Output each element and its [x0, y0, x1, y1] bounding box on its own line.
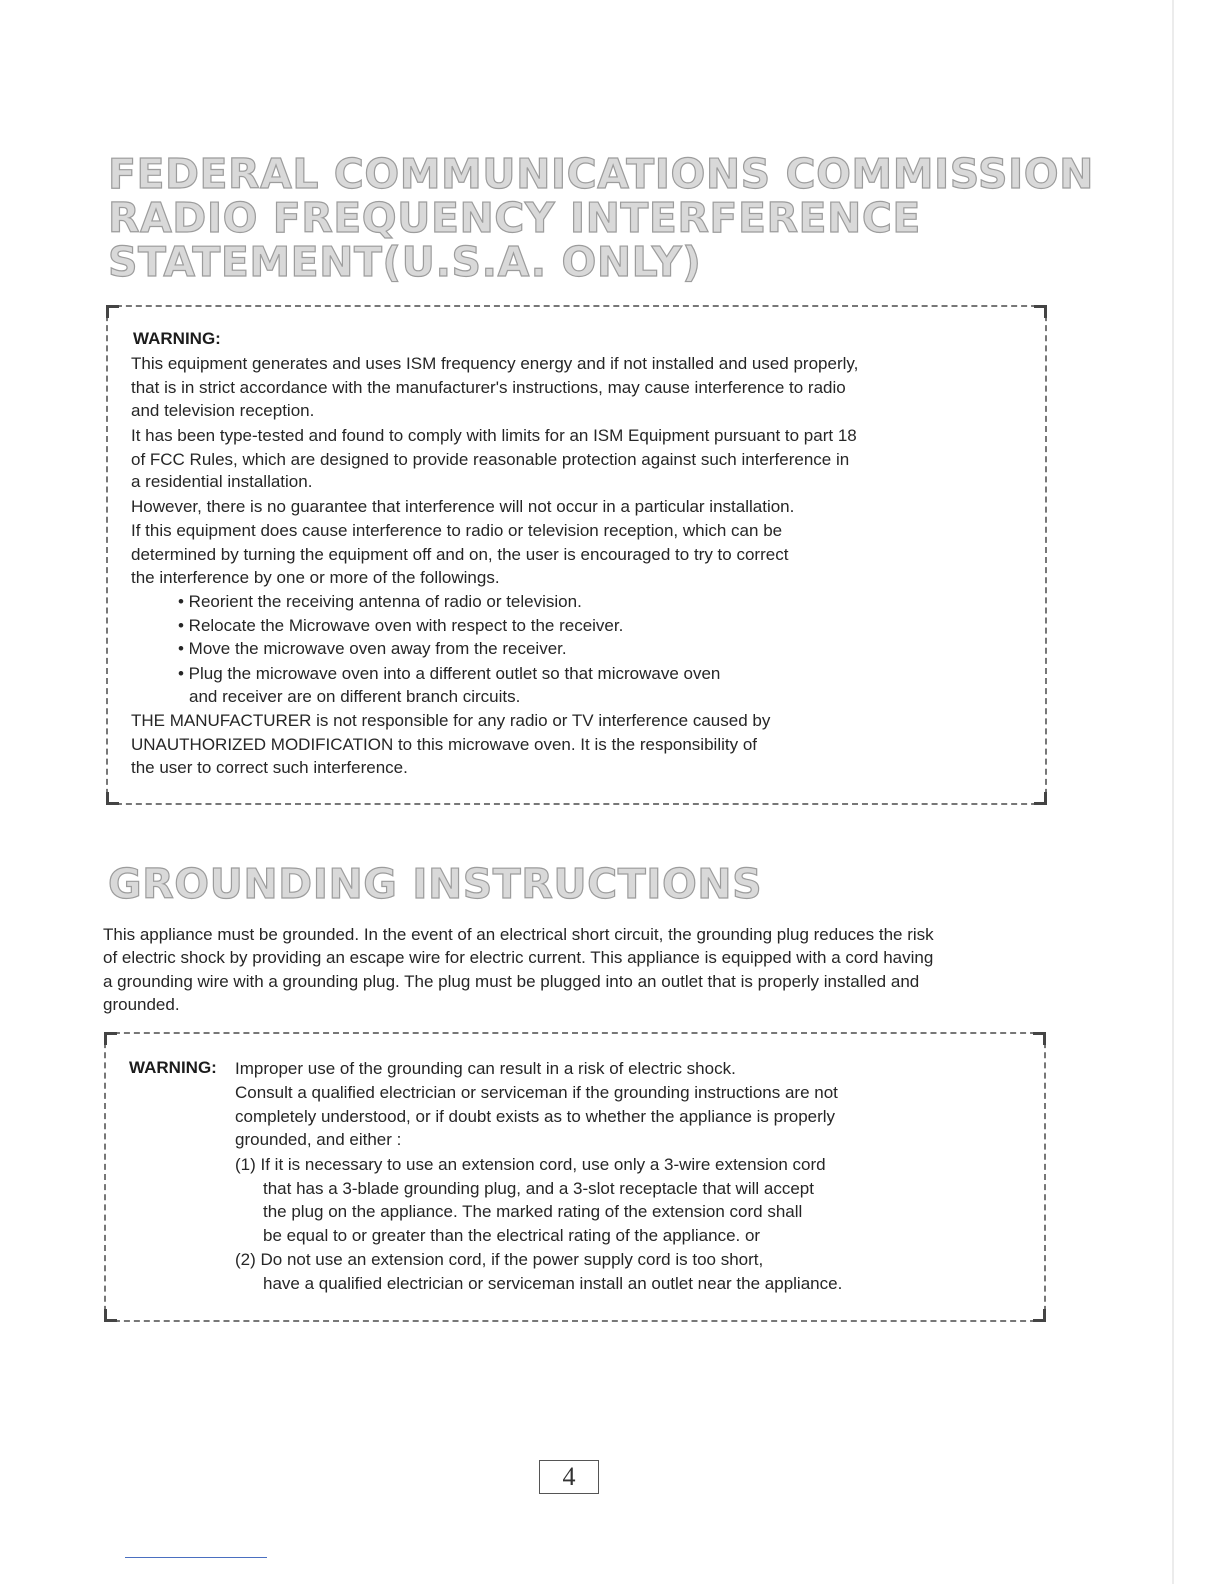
fcc-line: This equipment generates and uses ISM frequency energy and if not installed and used properly, — [131, 354, 859, 373]
fcc-line: If this equipment does cause interference to radio or television reception, which can be — [131, 521, 783, 540]
fcc-bullet: • Move the microwave oven away from the receiver. — [178, 639, 567, 658]
grounding-warning-line: Improper use of the grounding can result in a risk of electric shock. — [235, 1059, 736, 1078]
grounding-warning-line: (1) If it is necessary to use an extension cord, use only a 3-wire extension cord — [235, 1155, 826, 1174]
fcc-title-line-3: STATEMENT(U.S.A. ONLY) — [108, 238, 702, 286]
grounding-paragraph: This appliance must be grounded. In the event of an electrical short circuit, the grounding plug reduces the risk of electric shock by providing an escape wire for electric current. This appliance is equipped with a cord having a grounding wire with a grounding plug. The plug must be plugged into an outlet that is properly installed and grounded. — [103, 925, 934, 1014]
grounding-warning-label: WARNING: — [129, 1058, 217, 1077]
fcc-bullet: • Relocate the Microwave oven with respect to the receiver. — [178, 616, 624, 635]
grounding-warning-line: be equal to or greater than the electrical rating of the appliance. or — [263, 1226, 761, 1245]
grounding-warning-line: the plug on the appliance. The marked rating of the extension cord shall — [263, 1202, 803, 1221]
grounding-warning-line: (2) Do not use an extension cord, if the power supply cord is too short, — [235, 1250, 764, 1269]
grounding-warning-line: that has a 3-blade grounding plug, and a 3-slot receptacle that will accept — [263, 1179, 814, 1198]
grounding-warning-line: completely understood, or if doubt exists as to whether the appliance is properly — [235, 1107, 836, 1126]
fcc-closing-line: the user to correct such interference. — [131, 758, 408, 777]
fcc-bullet: • Reorient the receiving antenna of radio or television. — [178, 592, 582, 611]
fcc-warning-label: WARNING: — [133, 329, 221, 348]
page-number: 4 — [539, 1460, 599, 1494]
footer-rule — [125, 1557, 267, 1558]
grounding-warning-line: have a qualified electrician or serviceman install an outlet near the appliance. — [263, 1274, 843, 1293]
fcc-line: It has been type-tested and found to comply with limits for an ISM Equipment pursuant to part 18 — [131, 426, 857, 445]
fcc-bullet-continuation: and receiver are on different branch circuits. — [189, 687, 521, 706]
fcc-line: the interference by one or more of the followings. — [131, 568, 500, 587]
fcc-line: that is in strict accordance with the manufacturer's instructions, may cause interference to radio — [131, 378, 846, 397]
fcc-title-line-1: FEDERAL COMMUNICATIONS COMMISSION — [108, 150, 1094, 198]
grounding-title: GROUNDING INSTRUCTIONS — [108, 860, 763, 908]
fcc-closing-line: THE MANUFACTURER is not responsible for any radio or TV interference caused by — [131, 711, 771, 730]
scan-edge-shade — [1172, 0, 1174, 1584]
fcc-line: determined by turning the equipment off and on, the user is encouraged to try to correct — [131, 545, 789, 564]
fcc-closing-line: UNAUTHORIZED MODIFICATION to this microwave oven. It is the responsibility of — [131, 735, 757, 754]
grounding-warning-line: Consult a qualified electrician or serviceman if the grounding instructions are not — [235, 1083, 838, 1102]
grounding-warning-line: grounded, and either : — [235, 1130, 402, 1149]
fcc-title-line-2: RADIO FREQUENCY INTERFERENCE — [108, 194, 921, 242]
fcc-line: and television reception. — [131, 401, 315, 420]
fcc-bullet: • Plug the microwave oven into a different outlet so that microwave oven — [178, 664, 721, 683]
fcc-line: However, there is no guarantee that interference will not occur in a particular installation. — [131, 497, 795, 516]
fcc-line: of FCC Rules, which are designed to provide reasonable protection against such interference in — [131, 450, 850, 469]
fcc-line: a residential installation. — [131, 472, 313, 491]
